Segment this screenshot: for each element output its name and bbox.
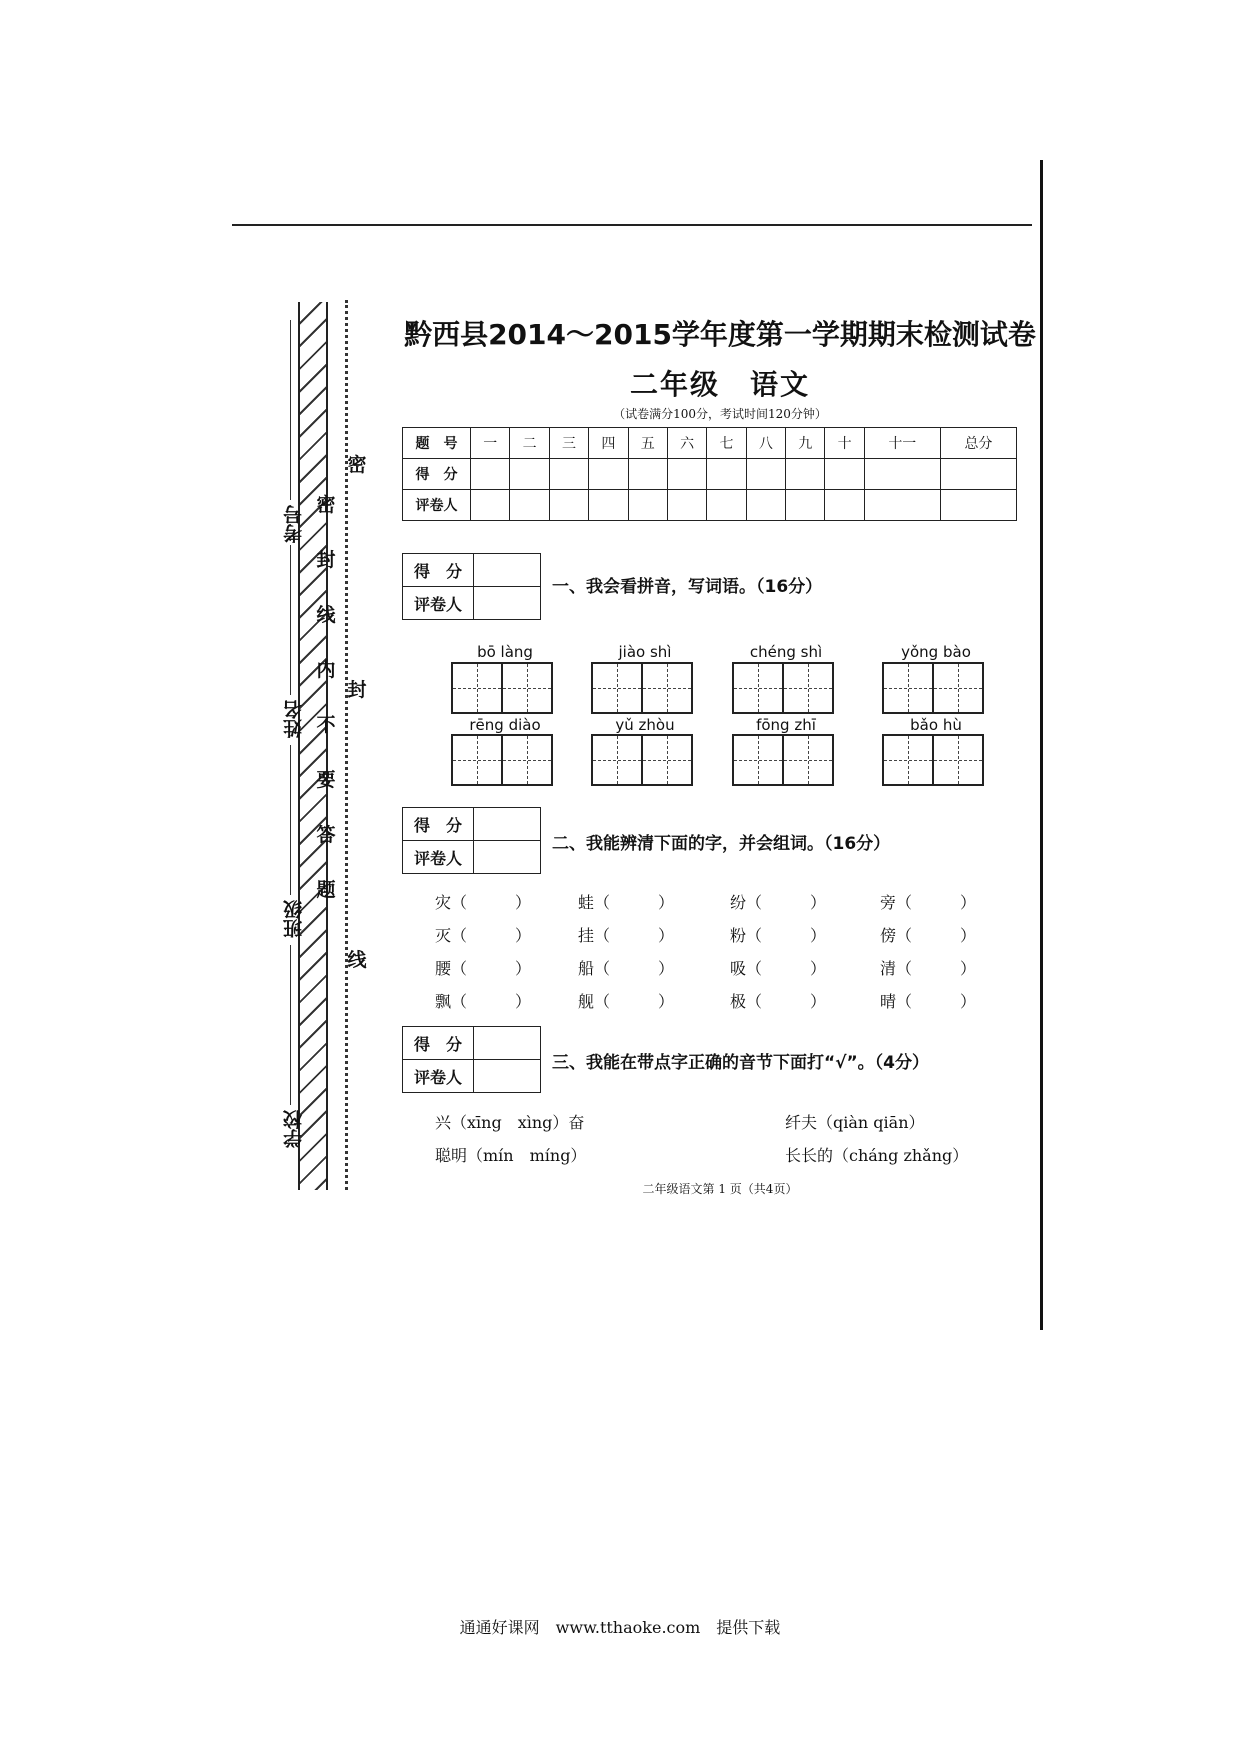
grader-box-value[interactable] [474, 1060, 541, 1093]
char-item: 蛙（ ） [578, 893, 675, 912]
seal-char-outer: 密 [347, 454, 367, 476]
seal-char: 内 [316, 659, 336, 681]
pinyin-choice-item: 聪明（mín míng） [435, 1146, 587, 1165]
side-label-school: 学校 [283, 1110, 305, 1148]
grader-cell[interactable] [510, 490, 549, 521]
score-box-value[interactable] [474, 808, 541, 841]
score-cell[interactable] [786, 459, 825, 490]
side-label-name: 姓名 [283, 700, 305, 738]
char-item: 舰（ ） [578, 992, 675, 1011]
grader-box-label: 评卷人 [403, 841, 474, 874]
score-table-header-cell: 五 [628, 428, 667, 459]
score-table-header-cell: 八 [746, 428, 785, 459]
pinyin-label: bō làng [477, 643, 533, 661]
score-table-header-cell: 九 [786, 428, 825, 459]
char-item: 灭（ ） [435, 926, 532, 945]
score-table-header-cell: 三 [549, 428, 588, 459]
seal-char: 答 [316, 824, 336, 846]
pinyin-label: yǔ zhòu [615, 716, 675, 734]
score-table-header-cell: 一 [471, 428, 510, 459]
top-rule [232, 224, 1032, 226]
char-item: 挂（ ） [578, 926, 675, 945]
writing-grid[interactable] [882, 734, 984, 786]
site-credit: 通通好课网 www.tthaoke.com 提供下载 [459, 1618, 781, 1637]
score-cell[interactable] [628, 459, 667, 490]
writing-grid[interactable] [591, 734, 693, 786]
seal-dotted-line [345, 300, 348, 1190]
score-table-row-label: 评卷人 [403, 490, 471, 521]
score-cell[interactable] [510, 459, 549, 490]
q3-heading: 三、我能在带点字正确的音节下面打“√”。（4分） [552, 1053, 930, 1073]
score-box-label: 得 分 [403, 808, 474, 841]
pinyin-choice-item: 长长的（cháng zhǎng） [785, 1146, 969, 1165]
pinyin-choice-item: 纤夫（qiàn qiān） [785, 1113, 925, 1132]
grader-box-label: 评卷人 [403, 1060, 474, 1093]
score-cell[interactable] [746, 459, 785, 490]
pinyin-choice-item: 兴（xīng xìng）奋 [435, 1113, 585, 1132]
score-table-row [403, 490, 1017, 521]
score-cell[interactable] [589, 459, 628, 490]
grader-box-label: 评卷人 [403, 587, 474, 620]
score-table-header-cell: 十 [825, 428, 864, 459]
grader-cell[interactable] [746, 490, 785, 521]
score-cell[interactable] [825, 459, 864, 490]
page-footer: 二年级语文第 1 页（共4页） [642, 1182, 798, 1196]
seal-char-outer: 线 [347, 949, 367, 971]
writing-grid[interactable] [451, 662, 553, 714]
char-item: 晴（ ） [880, 992, 977, 1011]
seal-char: 不 [316, 714, 336, 736]
side-label-exam-no: 考号 [283, 505, 305, 543]
q2-score-box [402, 807, 541, 874]
pinyin-label: yǒng bào [901, 643, 971, 661]
exam-title: 黔西县2014～2015学年度第一学期期末检测试卷 [404, 318, 1036, 351]
grader-cell[interactable] [589, 490, 628, 521]
score-cell[interactable] [707, 459, 746, 490]
score-table-header-cell: 题 号 [403, 428, 471, 459]
grader-box-value[interactable] [474, 587, 541, 620]
seal-char-outer: 封 [347, 679, 367, 701]
score-box-value[interactable] [474, 554, 541, 587]
score-table-header-cell: 总分 [940, 428, 1016, 459]
grader-cell[interactable] [825, 490, 864, 521]
q1-score-box [402, 553, 541, 620]
seal-char: 线 [316, 604, 336, 626]
grader-cell[interactable] [864, 490, 940, 521]
writing-grid[interactable] [732, 734, 834, 786]
side-label-class: 班级 [283, 900, 305, 938]
score-table-header-cell: 十一 [864, 428, 940, 459]
q3-score-box [402, 1026, 541, 1093]
seal-hatch-band [298, 302, 328, 1190]
char-item: 旁（ ） [880, 893, 977, 912]
char-item: 腰（ ） [435, 959, 532, 978]
seal-char: 封 [316, 549, 336, 571]
pinyin-label: jiào shì [618, 643, 672, 661]
score-cell[interactable] [549, 459, 588, 490]
score-table-row-label: 得 分 [403, 459, 471, 490]
char-item: 飘（ ） [435, 992, 532, 1011]
writing-grid[interactable] [451, 734, 553, 786]
seal-char: 要 [316, 769, 336, 791]
side-line-name [290, 545, 291, 695]
char-item: 纷（ ） [730, 893, 827, 912]
score-box-label: 得 分 [403, 1027, 474, 1060]
pinyin-label: bǎo hù [910, 716, 962, 734]
score-table [402, 427, 1017, 521]
score-table-header-cell: 七 [707, 428, 746, 459]
pinyin-label: fōng zhī [756, 716, 816, 734]
grader-cell[interactable] [471, 490, 510, 521]
char-item: 吸（ ） [730, 959, 827, 978]
score-box-label: 得 分 [403, 554, 474, 587]
grader-cell[interactable] [549, 490, 588, 521]
side-line-exam-no [290, 320, 291, 500]
score-box-value[interactable] [474, 1027, 541, 1060]
writing-grid[interactable] [591, 662, 693, 714]
q1-heading: 一、我会看拼音，写词语。（16分） [552, 577, 823, 597]
char-item: 船（ ） [578, 959, 675, 978]
score-table-header-cell: 二 [510, 428, 549, 459]
score-cell[interactable] [864, 459, 940, 490]
score-cell[interactable] [667, 459, 706, 490]
char-item: 粉（ ） [730, 926, 827, 945]
pinyin-label: rēng diào [469, 716, 541, 734]
score-cell[interactable] [940, 459, 1016, 490]
score-cell[interactable] [471, 459, 510, 490]
exam-subtitle: 二年级 语文 [629, 368, 810, 401]
writing-grid[interactable] [882, 662, 984, 714]
side-line-school [290, 945, 291, 1105]
writing-grid[interactable] [732, 662, 834, 714]
score-table-header-row [403, 428, 1017, 459]
char-item: 灾（ ） [435, 893, 532, 912]
right-border-line [1040, 160, 1043, 1330]
q2-heading: 二、我能辨清下面的字，并会组词。（16分） [552, 834, 891, 854]
seal-char: 题 [316, 879, 336, 901]
grader-cell[interactable] [628, 490, 667, 521]
grader-cell[interactable] [707, 490, 746, 521]
grader-cell[interactable] [667, 490, 706, 521]
grader-cell[interactable] [940, 490, 1016, 521]
char-item: 清（ ） [880, 959, 977, 978]
score-table-row [403, 459, 1017, 490]
score-table-header-cell: 六 [667, 428, 706, 459]
char-item: 极（ ） [730, 992, 827, 1011]
seal-char: 密 [316, 494, 336, 516]
grader-box-value[interactable] [474, 841, 541, 874]
score-table-header-cell: 四 [589, 428, 628, 459]
char-item: 傍（ ） [880, 926, 977, 945]
side-line-class [290, 745, 291, 895]
grader-cell[interactable] [786, 490, 825, 521]
exam-note: （试卷满分100分，考试时间120分钟） [613, 407, 827, 421]
pinyin-label: chéng shì [749, 643, 823, 661]
